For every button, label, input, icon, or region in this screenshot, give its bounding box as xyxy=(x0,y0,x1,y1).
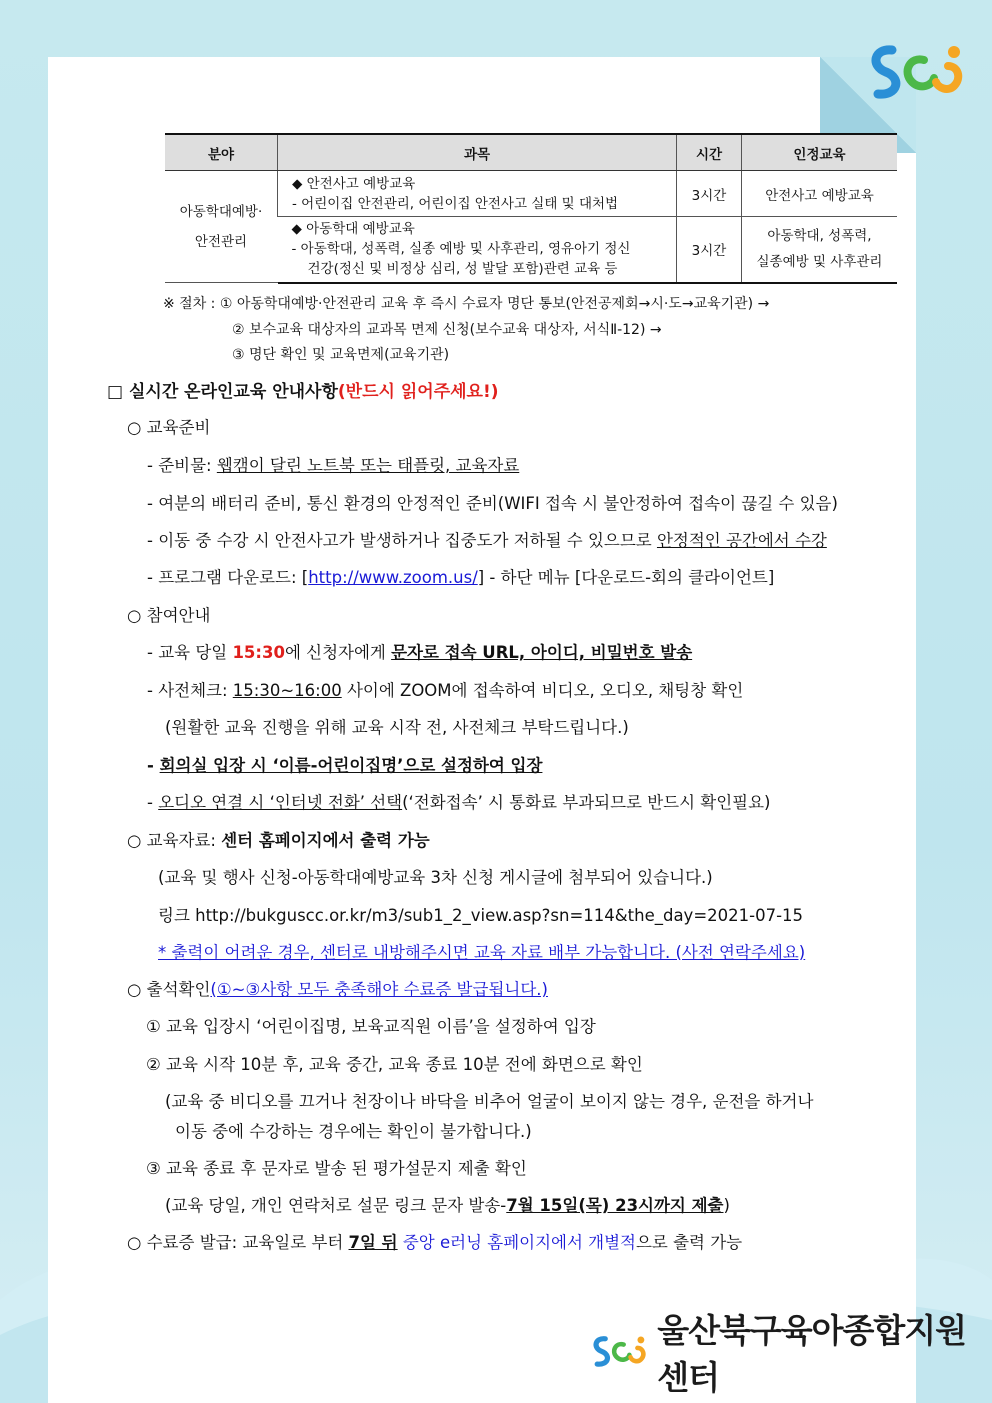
footer-logo xyxy=(588,1311,992,1397)
material-heading xyxy=(127,827,430,851)
time-cell: 3시간 xyxy=(677,171,742,217)
join-text: - 교육 당일 xyxy=(147,643,233,662)
attendance-item xyxy=(165,1192,730,1216)
schedule-table xyxy=(165,133,897,284)
recognized-cell xyxy=(742,217,898,283)
join-text-bold: 문자로 접속 URL, 아이디, 비밀번호 발송 xyxy=(391,643,693,662)
attendance-text: (교육 당일, 개인 연락처로 설문 링크 문자 발송- xyxy=(165,1196,507,1215)
section-title-text: □ 실시간 온라인교육 안내사항 xyxy=(107,382,338,402)
attendance-item: (교육 중 비디오를 끄거나 천장이나 바닥을 비추어 얼굴이 보이지 않는 경우, 운전을 하거나 xyxy=(165,1092,814,1111)
prep-item xyxy=(147,527,827,551)
certificate-text: 으로 출력 가능 xyxy=(635,1233,743,1252)
time-cell: 3시간 xyxy=(677,217,742,283)
attendance-deadline: 7월 15일(목) 23시까지 제출 xyxy=(506,1196,724,1215)
sci-logo-icon xyxy=(862,38,972,108)
section-title xyxy=(107,377,498,402)
attendance-item: ③ 교육 종료 후 문자로 발송 된 평가설문지 제출 확인 xyxy=(146,1159,527,1178)
footer-brand-name: 울산북구육아종합지원센터 xyxy=(657,1311,967,1397)
zoom-download-link[interactable]: http://www.zoom.us/ xyxy=(308,568,478,587)
prep-text-underlined: 웹캠이 달린 노트북 또는 태플릿, 교육자료 xyxy=(216,456,520,475)
field-cell: 아동학대예방· 안전관리 xyxy=(165,171,278,283)
table-header: 과목 xyxy=(278,134,677,171)
join-text-underlined: 15:30~16:00 xyxy=(232,681,342,700)
attendance-heading xyxy=(127,976,548,1000)
sci-logo-icon xyxy=(588,1322,651,1382)
prep-text: ] - 하단 메뉴 [다운로드-회의 클라이언트] xyxy=(477,568,775,587)
attendance-text: ○ 출석확인 xyxy=(127,980,211,999)
table-header: 인정교육 xyxy=(742,134,898,171)
material-text: ○ 교육자료: xyxy=(127,831,222,850)
prep-text-underlined: 안정적인 공간에서 수강 xyxy=(656,531,827,550)
join-item xyxy=(147,677,743,701)
prep-text: - 이동 중 수강 시 안전사고가 발생하거나 집중도가 저하될 수 있으므로 xyxy=(147,531,657,550)
prep-item xyxy=(147,564,774,588)
join-item xyxy=(147,639,692,663)
attendance-item: ① 교육 입장시 ‘어린이집명, 보육교직원 이름’을 설정하여 입장 xyxy=(146,1017,596,1036)
join-item: (원활한 교육 진행을 위해 교육 시작 전, 사전체크 부탁드립니다.) xyxy=(165,718,629,737)
prep-text: - 준비물: xyxy=(147,456,217,475)
subject-detail: - 아동학대, 성폭력, 실종 예방 및 사후관리, 영유아기 정신 xyxy=(291,241,631,258)
recognized-line: 실종예방 및 사후관리 xyxy=(756,254,883,271)
attendance-note: (①~③사항 모두 충족해야 수료증 발급됩니다.) xyxy=(210,980,548,999)
join-item xyxy=(147,752,542,776)
material-text-bold: 센터 홈페이지에서 출력 가능 xyxy=(221,831,430,850)
subject-detail: - 어린이집 안전관리, 어린이집 안전사고 실태 및 대처법 xyxy=(292,195,619,212)
attendance-text: ) xyxy=(723,1196,730,1215)
subject-cell xyxy=(278,171,677,217)
recognized-cell: 안전사고 예방교육 xyxy=(742,171,898,217)
join-heading: ○ 참여안내 xyxy=(127,606,211,625)
prep-item: - 여분의 배터리 준비, 통신 환경의 안정적인 준비(WIFI 접속 시 불안정하여 접속이 끊길 수 있음) xyxy=(147,494,838,513)
prep-text: - 프로그램 다운로드: [ xyxy=(147,568,309,587)
table-row xyxy=(165,171,897,217)
certificate-line xyxy=(127,1229,742,1253)
join-text-bold: 회의실 입장 시 ‘이름-어린이집명’으로 설정하여 입장 xyxy=(159,756,543,775)
subject-cell xyxy=(278,217,677,283)
attendance-item: 이동 중에 수강하는 경우에는 확인이 불가합니다.) xyxy=(175,1122,532,1141)
attendance-item: ② 교육 시작 10분 후, 교육 중간, 교육 종료 10분 전에 화면으로 확인 xyxy=(146,1055,643,1074)
procedure-line: ③ 명단 확인 및 교육면제(교육기관) xyxy=(232,347,450,363)
join-text: 사이에 ZOOM에 접속하여 비디오, 오디오, 채팅창 확인 xyxy=(341,681,744,700)
prep-heading: ○ 교육준비 xyxy=(127,418,211,437)
prep-item xyxy=(147,452,519,476)
material-note: * 출력이 어려운 경우, 센터로 내방해주시면 교육 자료 배부 가능합니다. (사전 연락주세요) xyxy=(158,943,806,962)
certificate-text: ○ 수료증 발급: 교육일로 부터 xyxy=(127,1233,349,1252)
subject-detail: 건강(정신 및 비정상 심리, 성 발달 포함)관련 교육 등 xyxy=(307,261,618,278)
join-text: - xyxy=(147,793,159,812)
table-header: 시간 xyxy=(677,134,742,171)
procedure-line: ② 보수교육 대상자의 교과목 면제 신청(보수교육 대상자, 서식Ⅱ-12) → xyxy=(232,322,662,338)
material-item: (교육 및 행사 신청-아동학대예방교육 3차 신청 게시글에 첨부되어 있습니다.) xyxy=(158,868,713,887)
procedure-line: ※ 절차 : ① 아동학대예방·안전관리 교육 후 즉시 수료자 명단 통보(안전공제회→시·도→교육기관) → xyxy=(163,296,770,312)
join-text: - 사전체크: xyxy=(147,681,233,700)
table-header: 분야 xyxy=(165,134,278,171)
join-text: (‘전화접속’ 시 통화료 부과되므로 반드시 확인필요) xyxy=(402,793,771,812)
join-text: 에 신청자에게 xyxy=(284,643,392,662)
join-text-underlined: 오디오 연결 시 ‘인터넷 전화’ 선택 xyxy=(158,793,403,812)
join-time: 15:30 xyxy=(232,643,285,662)
subject-title: ◆ 아동학대 예방교육 xyxy=(291,221,415,238)
subject-title: ◆ 안전사고 예방교육 xyxy=(292,175,416,192)
certificate-days: 7일 뒤 xyxy=(348,1233,398,1252)
recognized-line: 아동학대, 성폭력, xyxy=(767,228,872,245)
section-title-warning: (반드시 읽어주세요!) xyxy=(337,382,499,402)
join-item xyxy=(147,789,771,813)
material-link[interactable]: 링크 http://bukguscc.or.kr/m3/sub1_2_view.asp?sn=114&the_day=2021-07-15 xyxy=(158,906,804,925)
certificate-site: 중앙 e러닝 홈페이지에서 개별적 xyxy=(397,1233,636,1252)
join-text: - xyxy=(147,756,160,775)
